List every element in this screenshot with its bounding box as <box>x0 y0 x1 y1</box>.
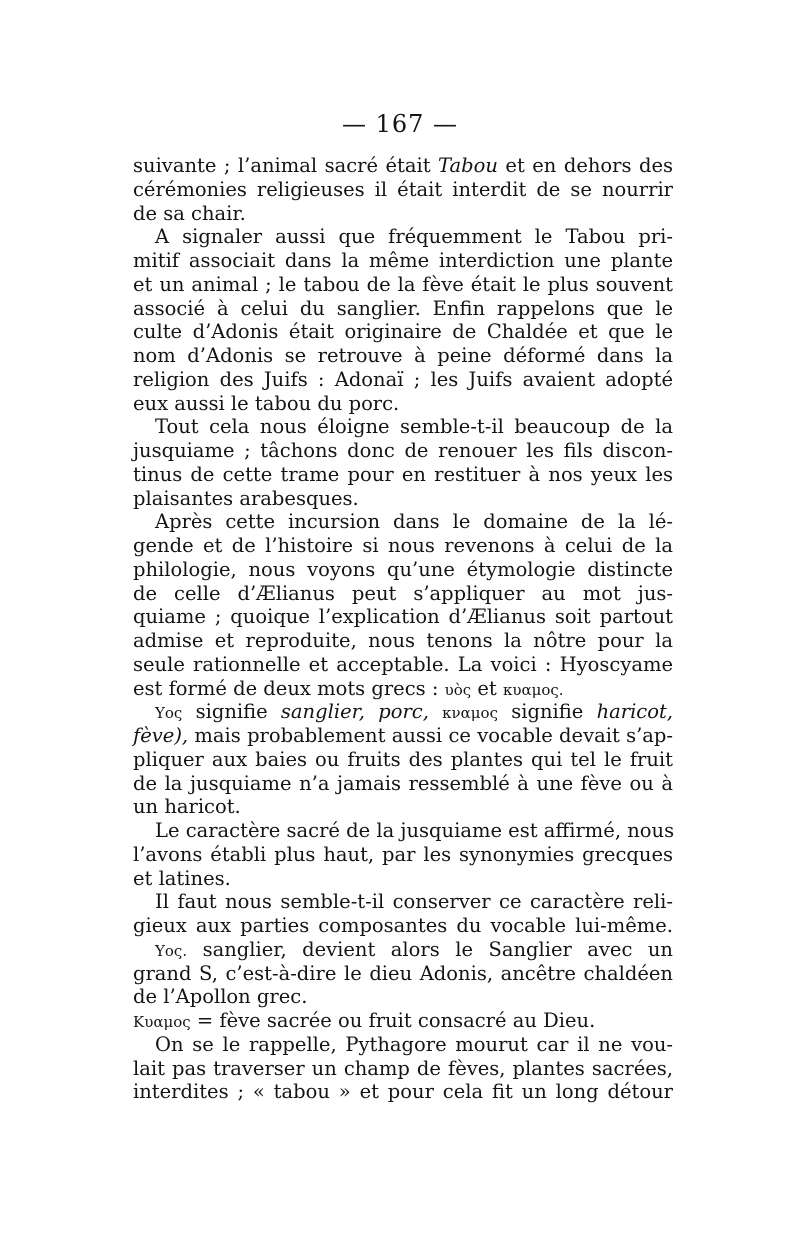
text-segment: seule rationnelle et acceptable. La voici : Hyoscyame <box>133 652 673 676</box>
text-segment: = fève sacrée ou fruit consacré au Dieu. <box>190 1009 596 1032</box>
text-segment: et latines. <box>133 866 231 890</box>
text-line <box>133 1080 673 1104</box>
text-line <box>133 415 673 439</box>
text-line <box>133 653 673 677</box>
text-line <box>133 605 673 629</box>
text-line <box>133 344 673 368</box>
italic-text: haricot, <box>596 700 674 724</box>
text-segment: mitif associait dans la même interdiction une plante <box>133 249 673 272</box>
greek-word: κυαμος. <box>502 680 564 699</box>
text-segment: associé à celui du sanglier. Enfin rappelons que le <box>133 296 673 320</box>
text-segment: suivante ; l’animal sacré était <box>133 154 439 177</box>
text-line <box>133 249 673 273</box>
text-segment: signifie <box>497 700 597 724</box>
text-segment: quiame ; quoique l’explication d’Ælianus soit partout <box>133 605 673 629</box>
text-segment: Tout cela nous éloigne semble-t-il beaucoup de la <box>155 415 673 439</box>
text-line <box>133 320 673 344</box>
text-segment: et <box>471 676 503 700</box>
text-segment: religion des Juifs : Adonaï ; les Juifs avaient adopté <box>133 367 673 391</box>
text-line <box>133 463 673 487</box>
greek-word: κναμος <box>442 704 498 723</box>
text-line <box>133 368 673 392</box>
text-segment: Il faut nous semble-t-il conserver ce caractère reli- <box>155 890 673 914</box>
text-segment <box>429 700 442 723</box>
text-segment: pliquer aux baies ou fruits des plantes qui tel le fruit <box>133 747 673 771</box>
text-segment: culte d’Adonis était originaire de Chaldée et que le <box>133 320 673 344</box>
text-line <box>133 914 673 938</box>
text-line <box>133 297 673 321</box>
text-line <box>133 962 673 986</box>
text-line <box>133 772 673 796</box>
text-line <box>133 273 673 297</box>
text-line <box>133 677 673 701</box>
italic-text: sanglier, porc, <box>280 700 429 724</box>
text-segment: lait pas traverser un champ de fèves, plantes sacrées, <box>133 1056 673 1080</box>
text-segment: eux aussi le tabou du porc. <box>133 391 400 415</box>
text-line <box>133 890 673 914</box>
text-segment: On se le rappelle, Pythagore mourut car il ne vou- <box>155 1032 673 1056</box>
text-segment: de la jusquiame n’a jamais ressemblé à une fève ou à <box>133 771 673 795</box>
text-segment: sanglier, devient alors le Sanglier avec un <box>187 937 673 961</box>
text-segment: l’avons établi plus haut, par les synonymies grecques <box>133 842 673 866</box>
text-line <box>133 225 673 249</box>
text-segment: Après cette incursion dans le domaine de la lé- <box>155 510 673 534</box>
text-segment: philologie, nous voyons qu’une étymologie distincte <box>133 557 673 581</box>
text-line <box>133 202 673 226</box>
text-segment: jusquiame ; tâchons donc de renouer les fils discon- <box>133 439 673 462</box>
text-segment: et un animal ; le tabou de la fève était le plus souvent <box>133 272 673 296</box>
text-line <box>133 154 673 178</box>
text-line <box>133 178 673 202</box>
text-segment: et en dehors des <box>497 154 673 177</box>
text-segment: est formé de deux mots grecs : <box>133 676 445 700</box>
greek-word: Υος. <box>155 941 188 960</box>
text-line <box>133 819 673 843</box>
greek-word: Κυαμος <box>133 1013 191 1031</box>
text-line <box>133 985 673 1009</box>
text-line <box>133 748 673 772</box>
text-line <box>133 558 673 582</box>
text-segment: tinus de cette trame pour en restituer à nos yeux les <box>133 462 673 486</box>
text-line <box>133 629 673 653</box>
text-line <box>133 1033 673 1057</box>
text-line <box>133 1057 673 1081</box>
text-segment: nom d’Adonis se retrouve à peine déformé dans la <box>133 344 673 367</box>
page-number: — 167 — <box>341 110 459 138</box>
text-line <box>133 795 673 819</box>
text-segment: grand S, c’est-à-dire le dieu Adonis, ancêtre chaldéen <box>133 961 673 985</box>
text-segment: plaisantes arabesques. <box>133 486 359 510</box>
text-segment: A signaler aussi que fréquemment le Tabou pri- <box>155 225 673 249</box>
text-line <box>133 510 673 534</box>
text-segment: Le caractère sacré de la jusquiame est affirmé, nous <box>155 819 675 842</box>
text-line <box>133 724 673 748</box>
greek-word: Υος <box>155 704 183 723</box>
text-line <box>133 392 673 416</box>
text-line <box>133 867 673 891</box>
text-segment: signifie <box>182 700 281 724</box>
italic-text: fève), <box>133 724 189 747</box>
text-line <box>133 582 673 606</box>
text-segment: interdites ; « tabou » et pour cela fit un long détour <box>133 1080 673 1104</box>
italic-text: Tabou <box>438 154 498 177</box>
text-segment: un haricot. <box>133 795 241 819</box>
text-segment: cérémonies religieuses il était interdit de se nourrir <box>133 177 673 201</box>
text-segment: de sa chair. <box>133 201 246 225</box>
text-line <box>133 439 673 463</box>
greek-word: υὸς <box>444 680 472 699</box>
text-segment: mais probablement aussi ce vocable devait s’ap- <box>188 724 673 747</box>
text-segment: de celle d’Ælianus peut s’appliquer au mot jus- <box>133 581 673 605</box>
text-line <box>133 700 673 724</box>
text-line <box>133 487 673 511</box>
text-segment: gende et de l’histoire si nous revenons à celui de la <box>133 534 673 557</box>
text-line <box>133 843 673 867</box>
text-segment: admise et reproduite, nous tenons la nôtre pour la <box>133 629 673 652</box>
text-segment: de l’Apollon grec. <box>133 985 308 1009</box>
text-line <box>133 938 673 962</box>
text-line <box>133 1009 673 1033</box>
text-line <box>133 534 673 558</box>
text-segment: gieux aux parties composantes du vocable lui-même. <box>133 914 673 937</box>
body-text <box>133 154 673 1104</box>
